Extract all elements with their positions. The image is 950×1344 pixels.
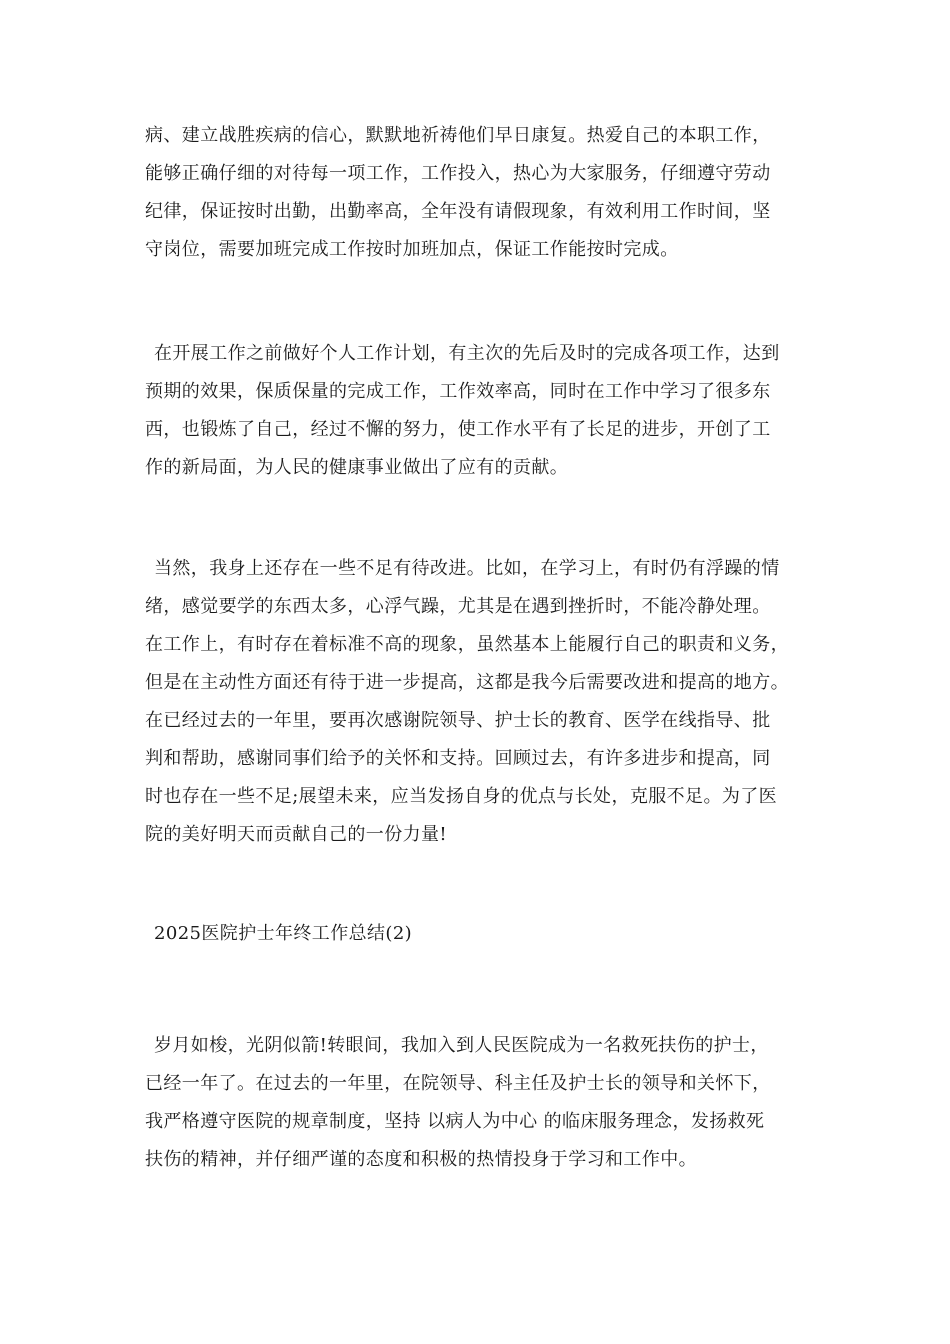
- text-line: 在已经过去的一年里，要再次感谢院领导、护士长的教育、医学在线指导、批: [145, 710, 771, 731]
- text-line: 时也存在一些不足;展望未来，应当发扬自身的优点与长处，克服不足。为了医: [145, 786, 778, 807]
- text-line: 绪，感觉要学的东西太多，心浮气躁，尤其是在遇到挫折时，不能冷静处理。: [145, 596, 771, 617]
- text-line: 西，也锻炼了自己，经过不懈的努力，使工作水平有了长足的进步，开创了工: [145, 419, 771, 440]
- text-line: 我严格遵守医院的规章制度，坚持 以病人为中心 的临床服务理念，发扬救死: [145, 1111, 765, 1132]
- text-line: 在开展工作之前做好个人工作计划，有主次的先后及时的完成各项工作，达到: [154, 343, 780, 364]
- text-line: 能够正确仔细的对待每一项工作，工作投入，热心为大家服务，仔细遵守劳动: [145, 163, 771, 184]
- text-line: 但是在主动性方面还有待于进一步提高，这都是我今后需要改进和提高的地方。: [145, 672, 789, 693]
- section-heading: [145, 915, 815, 953]
- text-line: 扶伤的精神，并仔细严谨的态度和积极的热情投身于学习和工作中。: [145, 1149, 697, 1170]
- text-line: 判和帮助，感谢同事们给予的关怀和支持。回顾过去，有许多进步和提高，同: [145, 748, 771, 769]
- paragraph: [145, 335, 815, 487]
- text-line: 守岗位，需要加班完成工作按时加班加点，保证工作能按时完成。: [145, 239, 679, 260]
- text-line: 在工作上，有时存在着标准不高的现象，虽然基本上能履行自己的职责和义务，: [145, 634, 789, 655]
- text-line: 当然，我身上还存在一些不足有待改进。比如，在学习上，有时仍有浮躁的情: [154, 558, 780, 579]
- text-line: 院的美好明天而贡献自己的一份力量!: [145, 824, 448, 845]
- paragraph: [145, 550, 815, 854]
- text-line: 岁月如梭，光阴似箭!转眼间，我加入到人民医院成为一名救死扶伤的护士，: [154, 1035, 769, 1056]
- text-line: 纪律，保证按时出勤，出勤率高，全年没有请假现象，有效利用工作时间，坚: [145, 201, 771, 222]
- text-line: 病、建立战胜疾病的信心，默默地祈祷他们早日康复。热爱自己的本职工作，: [145, 125, 771, 146]
- heading-text: 2025医院护士年终工作总结(2): [154, 923, 413, 944]
- paragraph: [145, 1027, 815, 1179]
- paragraph: [145, 117, 815, 269]
- text-line: 已经一年了。在过去的一年里，在院领导、科主任及护士长的领导和关怀下，: [145, 1073, 771, 1094]
- text-line: 预期的效果，保质保量的完成工作，工作效率高，同时在工作中学习了很多东: [145, 381, 771, 402]
- text-line: 作的新局面，为人民的健康事业做出了应有的贡献。: [145, 457, 569, 478]
